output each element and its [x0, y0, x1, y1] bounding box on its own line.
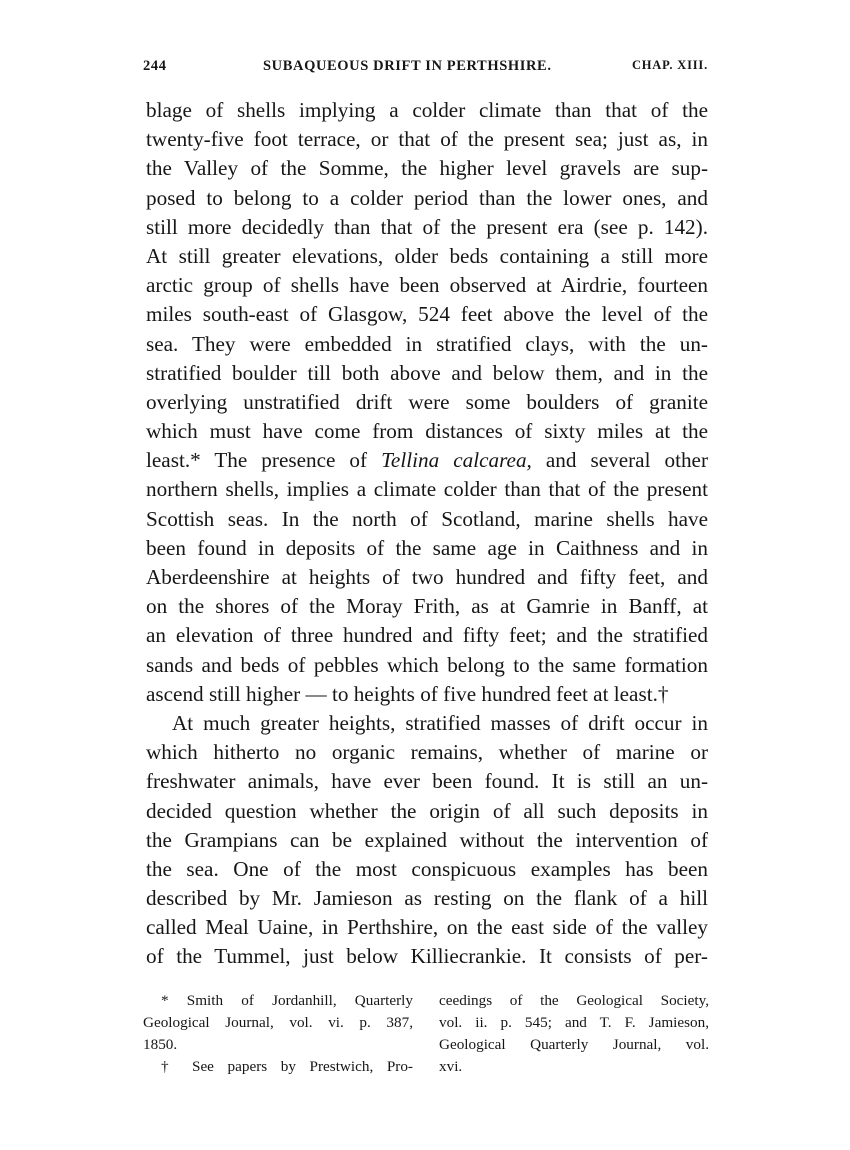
text-line: blage of shells implying a colder climate than that of the [146, 98, 708, 122]
text-line: which must have come from distances of sixty miles at the [146, 419, 708, 444]
page-number: 244 [143, 58, 167, 74]
body-text [146, 96, 708, 972]
text-line: called Meal Uaine, in Perthshire, on the east side of the valley [146, 915, 708, 940]
text-line: overlying unstratified drift were some boulders of granite [146, 389, 708, 414]
paragraph-start-line: At much greater heights, stratified masses of drift occur in [172, 710, 708, 735]
page-header [143, 58, 708, 84]
text-line: on the shores of the Moray Frith, as at Gamrie in Banff, at [146, 594, 708, 619]
text-line: At still greater elevations, older beds containing a still more [146, 243, 708, 268]
text-line: decided question whether the origin of all such deposits in [146, 798, 708, 823]
species-name-italic: Tellina calcarea, [381, 448, 532, 473]
footnote-column-right [439, 990, 709, 1078]
text-line: ascend still higher — to heights of five hundred feet at least.† [146, 681, 669, 706]
text-line: northern shells, implies a climate colder than that of the present [146, 477, 708, 502]
text-line: described by Mr. Jamieson as resting on the flank of a hill [146, 886, 708, 911]
footnote-line: Geological Journal, vol. vi. p. 387, [143, 1014, 413, 1031]
text-line: twenty-five foot terrace, or that of the present sea; just as, in [146, 127, 708, 152]
text-line: sea. They were embedded in stratified clays, with the un- [146, 331, 708, 356]
text-line: stratified boulder till both above and below them, and in the [146, 360, 708, 385]
text-line: an elevation of three hundred and fifty feet; and the stratified [146, 623, 708, 648]
text-line: Scottish seas. In the north of Scotland, marine shells have [146, 506, 708, 531]
footnotes [143, 990, 709, 1078]
footnote-line: vol. ii. p. 545; and T. F. Jamieson, [439, 1014, 709, 1031]
text-line: miles south-east of Glasgow, 524 feet above the level of the [146, 302, 708, 327]
text-line: the sea. One of the most conspicuous examples has been [146, 856, 708, 881]
text-line: which hitherto no organic remains, whether of marine or [146, 740, 708, 765]
text-segment: and several other [531, 448, 709, 473]
footnote-line: † See papers by Prestwich, Pro- [161, 1058, 413, 1075]
footnote-line: xvi. [439, 1058, 463, 1075]
text-line-with-italic [146, 446, 708, 475]
chapter-label: CHAP. XIII. [631, 58, 708, 72]
text-line: the Grampians can be explained without the intervention of [146, 827, 708, 852]
footnote-line: ceedings of the Geological Society, [439, 992, 709, 1009]
footnote-line: * Smith of Jordanhill, Quarterly [161, 992, 413, 1009]
footnote-line: Geological Quarterly Journal, vol. [439, 1036, 709, 1053]
text-line: of the Tummel, just below Killiecrankie. It consists of per- [146, 944, 708, 969]
footnote-column-left [143, 990, 413, 1078]
text-line: the Valley of the Somme, the higher level gravels are sup- [146, 156, 708, 181]
text-line: still more decidedly than that of the present era (see p. 142). [146, 214, 708, 239]
text-line: been found in deposits of the same age in Caithness and in [146, 535, 708, 560]
text-segment: least.* The presence of [146, 448, 382, 473]
text-line: posed to belong to a colder period than the lower ones, and [146, 185, 708, 210]
text-line: arctic group of shells have been observed at Airdrie, fourteen [146, 273, 708, 298]
running-head: SUBAQUEOUS DRIFT IN PERTHSHIRE. [263, 58, 552, 74]
footnote-line: 1850. [143, 1036, 178, 1053]
text-line: freshwater animals, have ever been found. It is still an un- [146, 769, 708, 794]
text-line: Aberdeenshire at heights of two hundred and fifty feet, and [146, 565, 708, 589]
text-line: sands and beds of pebbles which belong to the same formation [146, 652, 708, 677]
